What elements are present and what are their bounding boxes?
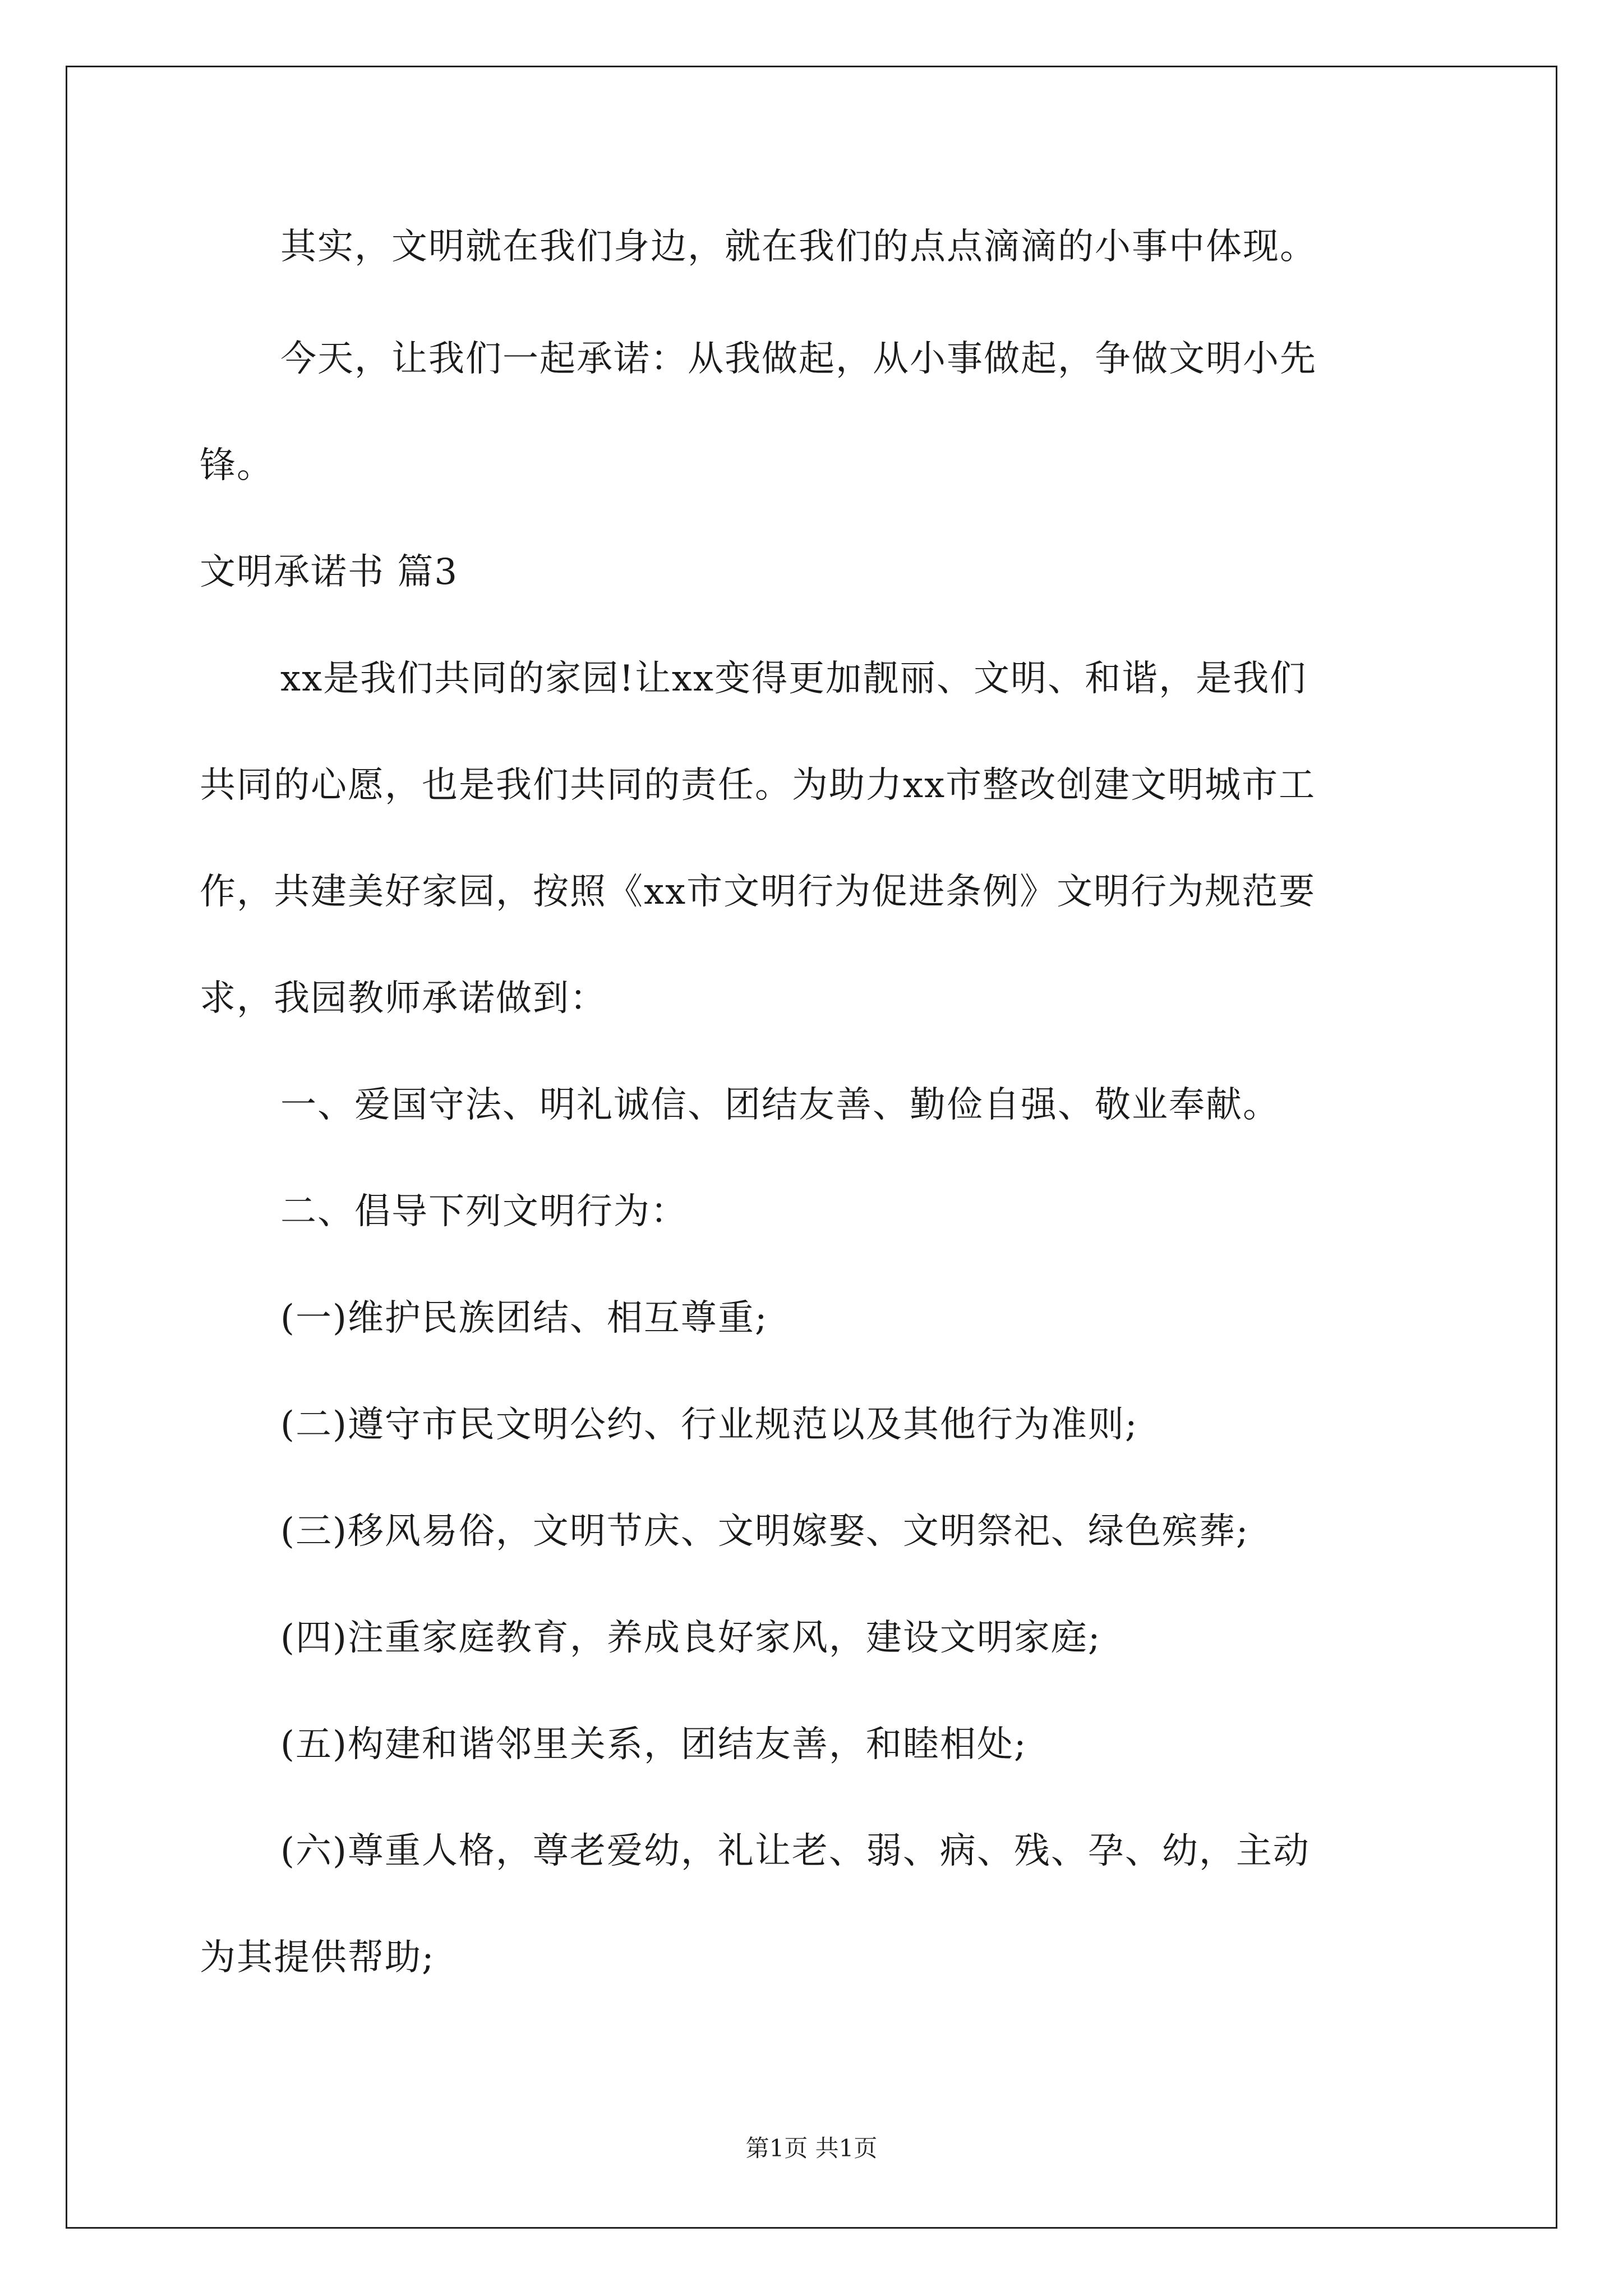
page-footer: 第1页 共1页 [745,2134,878,2162]
paragraph-line: 其实，文明就在我们身边，就在我们的点点滴滴的小事中体现。 [280,226,1317,268]
list-item: 一、爱国守法、明礼诚信、团结友善、勤俭自强、敬业奉献。 [280,1084,1280,1126]
list-item: 二、倡导下列文明行为： [280,1191,688,1232]
list-item: 为其提供帮助; [200,1937,435,1978]
paragraph-line: 共同的心愿，也是我们共同的责任。为助力xx市整改创建文明城市工 [200,765,1316,806]
page-border [66,66,1557,2229]
paragraph-line: 锋。 [200,445,274,486]
list-item: (一)维护民族团结、相互尊重; [280,1297,768,1339]
paragraph-line: xx是我们共同的家园!让xx变得更加靓丽、文明、和谐，是我们 [280,658,1307,700]
section-heading: 文明承诺书 篇3 [200,551,459,593]
list-item: (三)移风易俗，文明节庆、文明嫁娶、文明祭祀、绿色殡葬; [280,1511,1249,1552]
list-item: (二)遵守市民文明公约、行业规范以及其他行为准则; [280,1404,1138,1446]
list-item: (五)构建和谐邻里关系，团结友善，和睦相处; [280,1724,1027,1765]
list-item: (六)尊重人格，尊老爱幼，礼让老、弱、病、残、孕、幼，主动 [280,1830,1310,1872]
paragraph-line: 作，共建美好家园，按照《xx市文明行为促进条例》文明行为规范要 [200,871,1316,913]
paragraph-line: 今天，让我们一起承诺：从我做起，从小事做起，争做文明小先 [280,338,1317,380]
list-item: (四)注重家庭教育，养成良好家风，建设文明家庭; [280,1617,1101,1659]
paragraph-line: 求，我园教师承诺做到： [200,978,607,1019]
